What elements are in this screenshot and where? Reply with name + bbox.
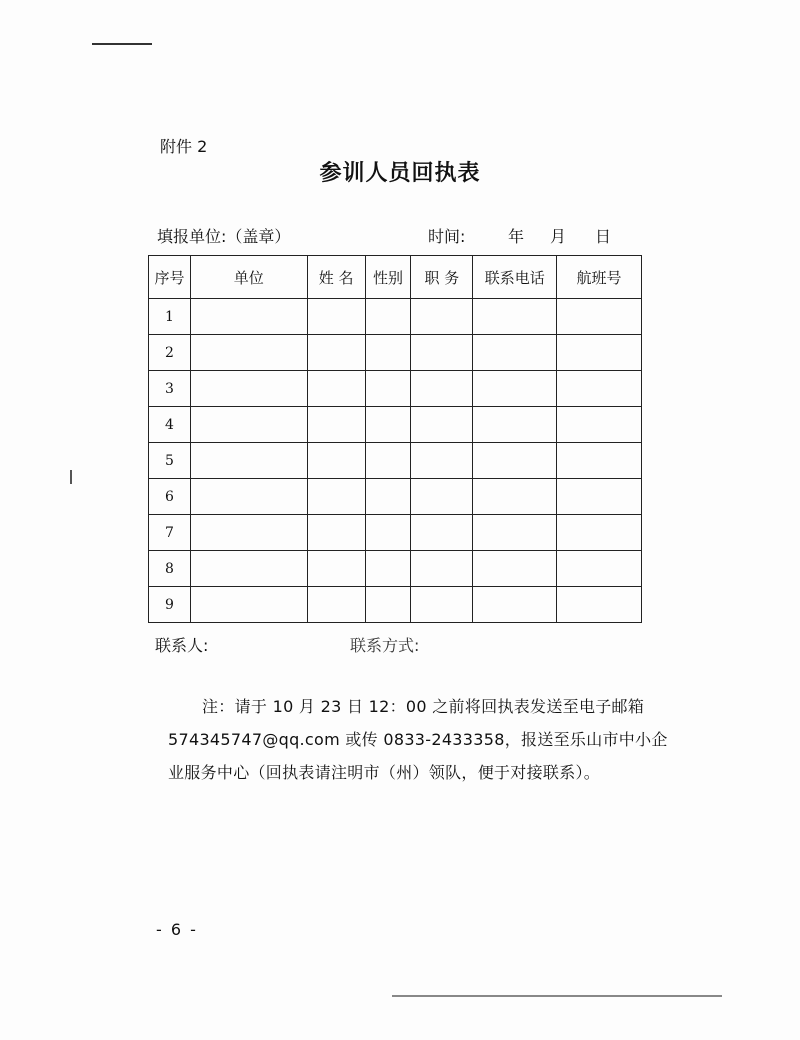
header-position: 职 务 xyxy=(411,256,473,299)
cell-unit[interactable] xyxy=(190,443,307,479)
note-paragraph xyxy=(168,690,668,789)
header-gender: 性别 xyxy=(365,256,411,299)
cell-phone[interactable] xyxy=(473,407,557,443)
cell-gender[interactable] xyxy=(365,335,411,371)
cell-phone[interactable] xyxy=(473,479,557,515)
header-flight: 航班号 xyxy=(557,256,642,299)
cell-gender[interactable] xyxy=(365,407,411,443)
cell-name[interactable] xyxy=(307,335,365,371)
note-line: 574345747@qq.com 或传 0833-2433358，报送至乐山市中小企 xyxy=(168,730,668,749)
row-index: 8 xyxy=(149,551,191,587)
note-line: 业服务中心（回执表请注明市（州）领队，便于对接联系）。 xyxy=(168,763,601,782)
cell-phone[interactable] xyxy=(473,299,557,335)
cell-gender[interactable] xyxy=(365,587,411,623)
table-header-row xyxy=(149,256,642,299)
cell-flight[interactable] xyxy=(557,299,642,335)
cell-unit[interactable] xyxy=(190,515,307,551)
table-row xyxy=(149,443,642,479)
row-index: 5 xyxy=(149,443,191,479)
cell-name[interactable] xyxy=(307,587,365,623)
row-index: 2 xyxy=(149,335,191,371)
cell-unit[interactable] xyxy=(190,407,307,443)
cell-phone[interactable] xyxy=(473,335,557,371)
cell-flight[interactable] xyxy=(557,371,642,407)
cell-position[interactable] xyxy=(411,479,473,515)
cell-unit[interactable] xyxy=(190,479,307,515)
row-index: 1 xyxy=(149,299,191,335)
cell-position[interactable] xyxy=(411,443,473,479)
cell-unit[interactable] xyxy=(190,551,307,587)
cell-flight[interactable] xyxy=(557,551,642,587)
cell-name[interactable] xyxy=(307,515,365,551)
table-row xyxy=(149,551,642,587)
fill-year-label: 年 xyxy=(508,227,525,246)
cell-flight[interactable] xyxy=(557,407,642,443)
row-index: 7 xyxy=(149,515,191,551)
header-unit: 单位 xyxy=(190,256,307,299)
table-row xyxy=(149,515,642,551)
page-title: 参训人员回执表 xyxy=(319,161,481,186)
cell-flight[interactable] xyxy=(557,443,642,479)
scan-mark-bottom xyxy=(392,995,722,997)
cell-phone[interactable] xyxy=(473,443,557,479)
table-row xyxy=(149,299,642,335)
cell-position[interactable] xyxy=(411,371,473,407)
contact-person-label: 联系人: xyxy=(155,636,209,655)
cell-position[interactable] xyxy=(411,335,473,371)
cell-unit[interactable] xyxy=(190,587,307,623)
header-name: 姓 名 xyxy=(307,256,365,299)
cell-unit[interactable] xyxy=(190,299,307,335)
cell-gender[interactable] xyxy=(365,443,411,479)
fill-time-label: 时间: xyxy=(428,227,466,246)
cell-flight[interactable] xyxy=(557,335,642,371)
cell-gender[interactable] xyxy=(365,479,411,515)
cell-position[interactable] xyxy=(411,515,473,551)
cell-position[interactable] xyxy=(411,587,473,623)
cell-unit[interactable] xyxy=(190,335,307,371)
cell-phone[interactable] xyxy=(473,515,557,551)
header-phone: 联系电话 xyxy=(473,256,557,299)
attachment-label: 附件 2 xyxy=(160,137,208,156)
contact-method-label: 联系方式: xyxy=(350,636,420,655)
fill-month-label: 月 xyxy=(550,227,567,246)
cell-name[interactable] xyxy=(307,299,365,335)
cell-gender[interactable] xyxy=(365,371,411,407)
fill-day-label: 日 xyxy=(595,227,612,246)
cell-flight[interactable] xyxy=(557,587,642,623)
cell-gender[interactable] xyxy=(365,299,411,335)
scan-mark-left xyxy=(70,470,72,484)
cell-position[interactable] xyxy=(411,299,473,335)
cell-flight[interactable] xyxy=(557,479,642,515)
cell-unit[interactable] xyxy=(190,371,307,407)
cell-gender[interactable] xyxy=(365,515,411,551)
row-index: 9 xyxy=(149,587,191,623)
cell-flight[interactable] xyxy=(557,515,642,551)
row-index: 4 xyxy=(149,407,191,443)
cell-phone[interactable] xyxy=(473,371,557,407)
cell-gender[interactable] xyxy=(365,551,411,587)
page-number: - 6 - xyxy=(156,920,198,939)
cell-phone[interactable] xyxy=(473,587,557,623)
cell-position[interactable] xyxy=(411,407,473,443)
cell-name[interactable] xyxy=(307,443,365,479)
header-index: 序号 xyxy=(149,256,191,299)
scan-mark-top xyxy=(92,43,152,45)
note-line: 注：请于 10 月 23 日 12：00 之前将回执表发送至电子邮箱 xyxy=(202,697,645,716)
cell-name[interactable] xyxy=(307,551,365,587)
row-index: 3 xyxy=(149,371,191,407)
table-row xyxy=(149,479,642,515)
cell-phone[interactable] xyxy=(473,551,557,587)
cell-name[interactable] xyxy=(307,371,365,407)
fill-unit-label: 填报单位:（盖章） xyxy=(157,227,291,246)
cell-name[interactable] xyxy=(307,479,365,515)
table-row xyxy=(149,407,642,443)
table-row xyxy=(149,587,642,623)
table-row xyxy=(149,371,642,407)
row-index: 6 xyxy=(149,479,191,515)
roster-table xyxy=(148,255,642,623)
table-row xyxy=(149,335,642,371)
cell-name[interactable] xyxy=(307,407,365,443)
cell-position[interactable] xyxy=(411,551,473,587)
